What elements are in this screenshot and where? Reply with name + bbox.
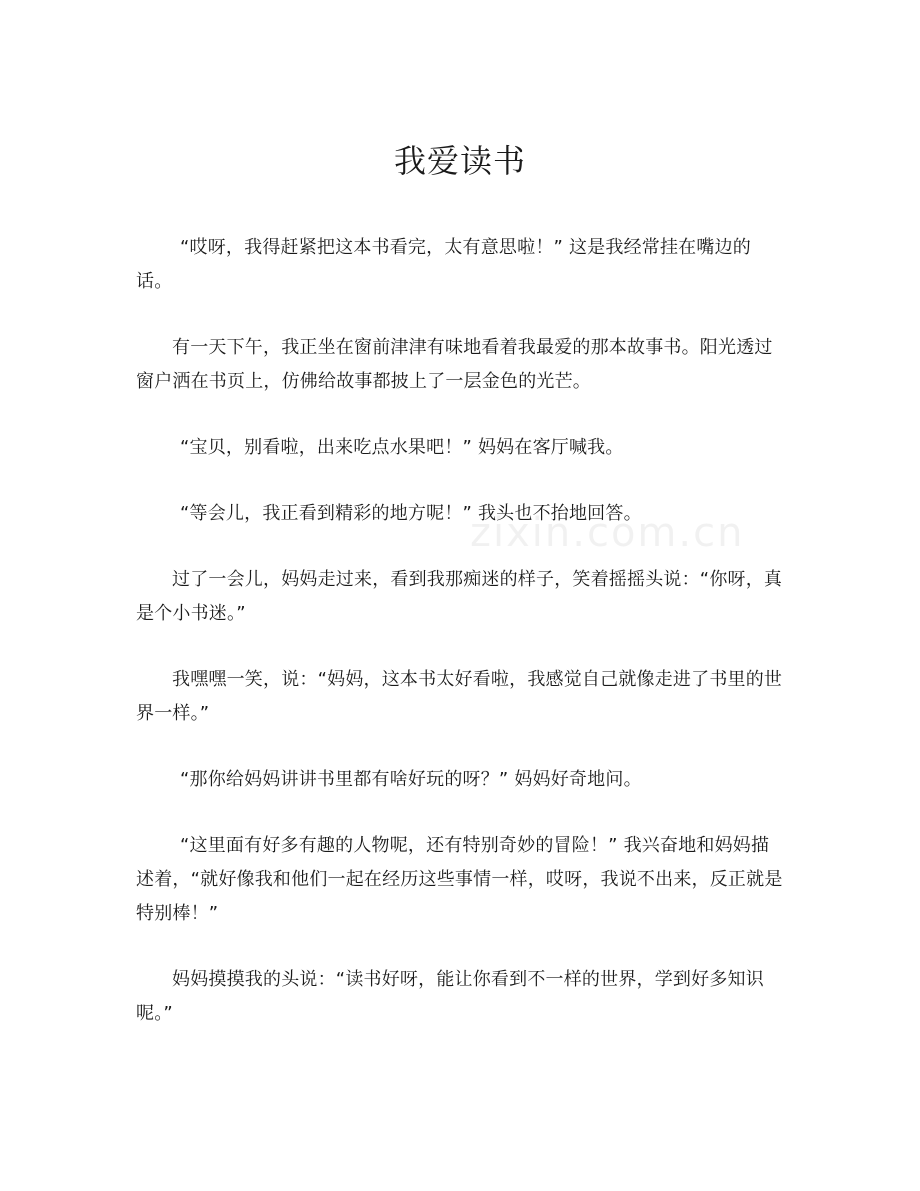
document-body — [136, 231, 786, 1063]
paragraph: 有一天下午，我正坐在窗前津津有味地看着我最爱的那本故事书。阳光透过窗户洒在书页上，仿佛给故事都披上了一层金色的光芒。 — [136, 337, 773, 392]
paragraph: “等会儿，我正看到精彩的地方呢！” 我头也不抬地回答。 — [180, 503, 642, 524]
document-title: 我爱读书 — [393, 142, 526, 181]
paragraph: “哎呀，我得赶紧把这本书看完，太有意思啦！” 这是我经常挂在嘴边的话。 — [136, 237, 751, 292]
paragraph: “那你给妈妈讲讲书里都有啥好玩的呀？” 妈妈好奇地问。 — [180, 769, 642, 790]
paragraph: 过了一会儿，妈妈走过来，看到我那痴迷的样子，笑着摇摇头说：“你呀，真是个小书迷。” — [136, 569, 783, 624]
paragraph: “宝贝，别看啦，出来吃点水果吧！” 妈妈在客厅喊我。 — [180, 437, 624, 458]
paragraph: 我嘿嘿一笑，说：“妈妈，这本书太好看啦，我感觉自己就像走进了书里的世界一样。” — [136, 669, 783, 724]
paragraph: “这里面有好多有趣的人物呢，还有特别奇妙的冒险！” 我兴奋地和妈妈描述着，“就好像我和他们一起在经历这些事情一样，哎呀，我说不出来，反正就是特别棒！” — [136, 835, 783, 924]
paragraph: 妈妈摸摸我的头说：“读书好呀，能让你看到不一样的世界，学到好多知识呢。” — [136, 969, 764, 1024]
watermark: zixin.com.cn — [470, 510, 745, 556]
